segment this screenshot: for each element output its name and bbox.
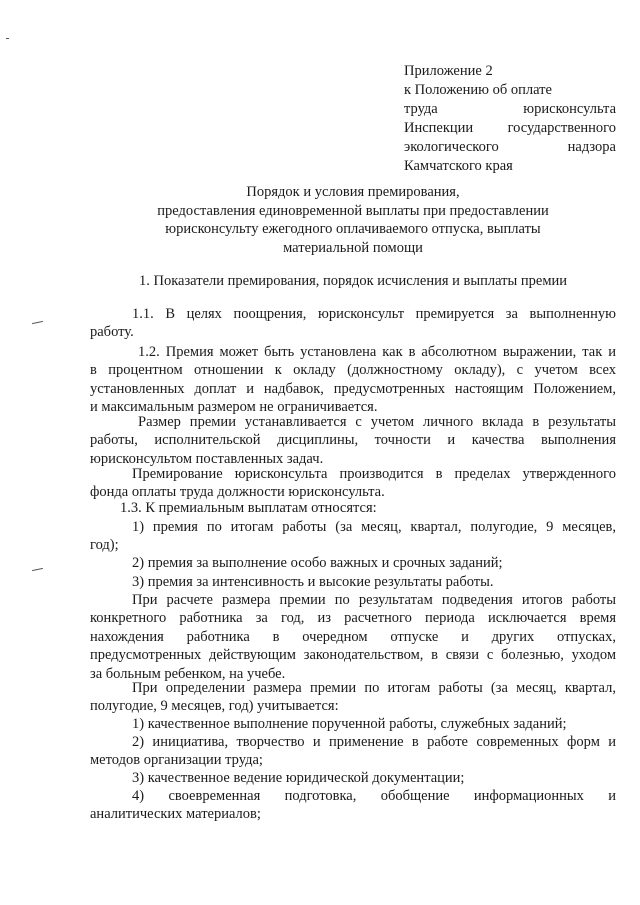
text-line: работы, исполнительской дисциплины, точности и качества выполнения [90,432,616,449]
text-line: фонда оплаты труда должности юрисконсульта. [90,484,385,501]
text-line: методов организации труда; [90,752,263,769]
text-line: При расчете размера премии по результатам подведения итогов работы [132,592,616,608]
list-item-1 [90,518,616,555]
section-1-heading: 1. Показатели премирования, порядок исчисления и выплаты премии [138,273,568,289]
text-line: юрисконсультом поставленных задач. [90,450,324,467]
paragraph-bonus-size [90,413,616,468]
text-line: работу. [90,324,134,341]
appendix-line: Камчатского края [404,158,513,174]
text-line: 1) премия по итогам работы (за месяц, квартал, полугодие, 9 месяцев, [132,519,616,535]
appendix-header [404,62,616,176]
appendix-line: труда юрисконсульта [404,101,616,117]
title-line: Порядок и условия премирования, [246,184,460,200]
scan-mark-3 [6,38,9,39]
criteria-item-1 [90,715,616,733]
paragraph-calculation [90,591,616,683]
paragraph-1-1 [90,305,616,342]
text-line: конкретного работника за год, из расчетного периода исключается время [90,610,616,627]
paragraph-bonus-fund [90,465,616,502]
title-line: материальной помощи [283,239,423,256]
appendix-line: Инспекции государственного [404,120,616,136]
scan-mark-1 [32,321,43,324]
criteria-item-4 [90,787,616,824]
text-line: 2) премия за выполнение особо важных и срочных заданий; [132,555,503,571]
scan-mark-2 [32,568,43,571]
text-line: 1) качественное выполнение порученной работы, служебных заданий; [132,716,567,732]
text-line: нахождения работника в очередном отпуске и других отпусках, [90,628,616,645]
text-line: 1.1. В целях поощрения, юрисконсульт премируется за выполненную [132,306,616,322]
text-line: и максимальным размером не ограничивается. [90,399,378,416]
paragraph-1-3 [90,499,616,517]
appendix-line: экологического надзора [404,139,616,155]
text-line: Размер премии устанавливается с учетом личного вклада в результаты [138,414,616,430]
text-line: установленных доплат и надбавок, предусмотренных настоящим Положением, [90,380,616,397]
text-line: 3) премия за интенсивность и высокие результаты работы. [132,574,494,590]
text-line: полугодие, 9 месяцев, год) учитывается: [90,698,339,715]
text-line: в процентном отношении к окладу (должностному окладу), с учетом всех [90,362,616,379]
text-line: При определении размера премии по итогам работы (за месяц, квартал, [132,680,616,696]
document-title [120,183,586,257]
text-line: 2) инициатива, творчество и применение в работе современных форм и [132,734,616,750]
title-line: юрисконсульту ежегодного оплачиваемого отпуска, выплаты [165,221,541,237]
text-line: 1.2. Премия может быть установлена как в абсолютном выражении, так и [138,344,616,360]
appendix-line: к Положению об оплате [404,82,552,98]
text-line: Премирование юрисконсульта производится в пределах утвержденного [132,466,616,482]
text-line: 4) своевременная подготовка, обобщение информационных и [132,788,616,804]
text-line: 3) качественное ведение юридической документации; [132,770,465,786]
text-line: аналитических материалов; [90,806,261,823]
text-line: за больным ребенком, на учебе. [90,665,286,682]
list-item-2 [90,554,616,572]
criteria-item-3 [90,769,616,787]
text-line: год); [90,537,119,554]
list-item-3 [90,573,616,591]
text-line: предусмотренных действующим законодательством, в связи с болезнью, уходом [90,647,616,664]
appendix-line: Приложение 2 [404,63,493,79]
text-line: 1.3. К премиальным выплатам относятся: [120,500,377,516]
title-line: предоставления единовременной выплаты при предоставлении [157,202,549,219]
paragraph-1-2 [90,343,616,417]
criteria-item-2 [90,733,616,770]
paragraph-criteria [90,679,616,716]
